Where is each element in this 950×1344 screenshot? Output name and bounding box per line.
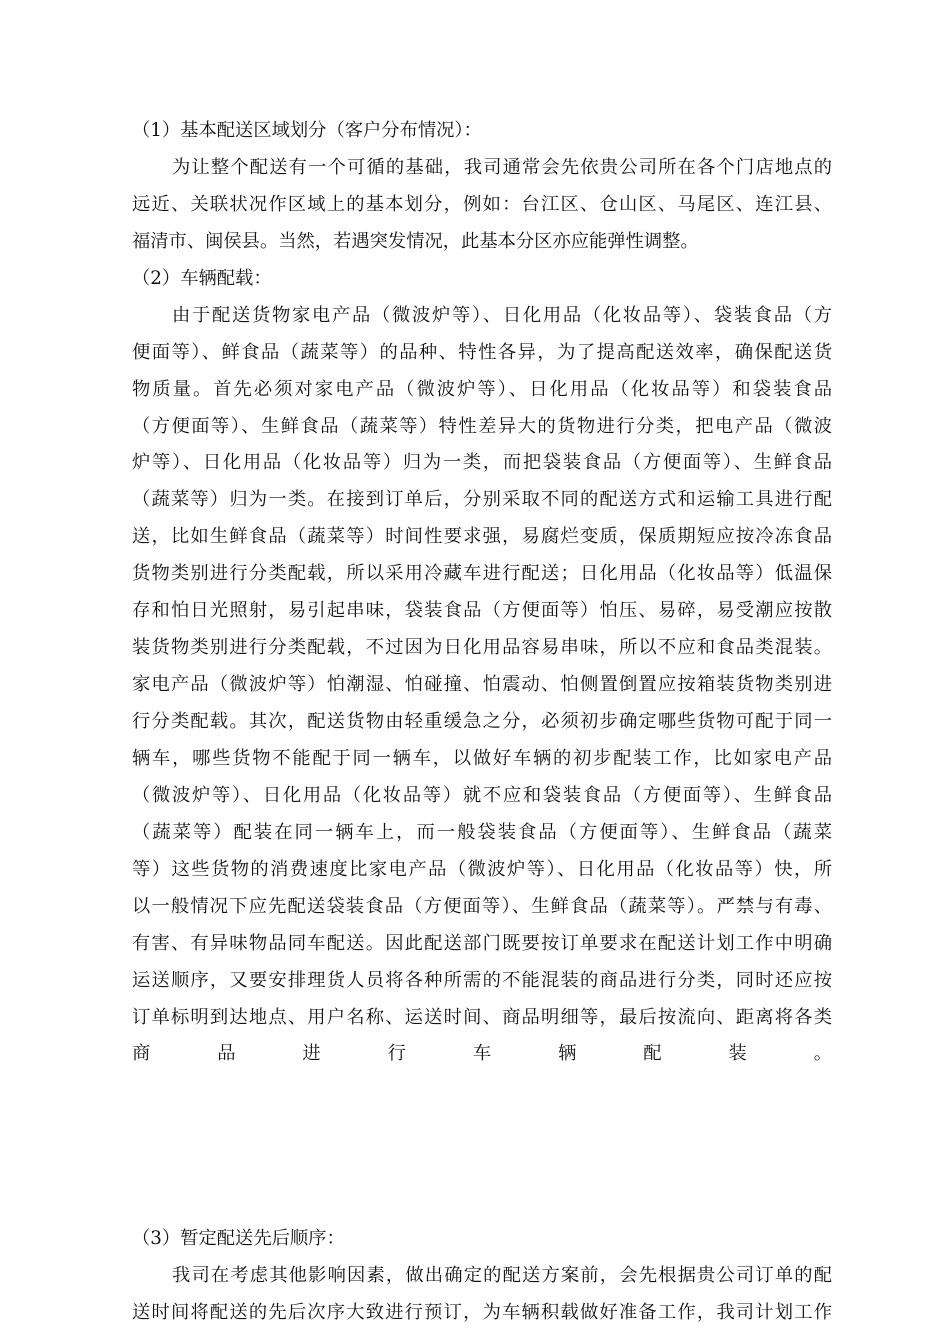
body-line: 送时间将配送的先后次序大致进行预订，为车辆积载做好准备工作，我司计划工作 xyxy=(132,1302,832,1323)
body-line: 我司在考虑其他影响因素，做出确定的配送方案前，会先根据贵公司订单的配 xyxy=(172,1265,832,1287)
body-line: 运送顺序，又要安排理货人员将各种所需的不能混装的商品进行分类，同时还应按 xyxy=(132,969,832,991)
body-line: 远近、关联状况作区域上的基本划分，例如：台江区、仓山区、马尾区、连江县、 xyxy=(132,193,832,215)
body-line xyxy=(132,1110,832,1147)
body-line: 由于配送货物家电产品（微波炉等）、日化用品（化妆品等）、袋装食品（方 xyxy=(172,304,832,326)
section-heading-2: （2）车辆配载： xyxy=(132,267,272,289)
body-line: 装货物类别进行分类配载，不过因为日化用品容易串味，所以不应和食品类混装。 xyxy=(132,637,832,659)
body-line xyxy=(132,1073,832,1110)
body-line: （蔬菜等）归为一类。在接到订单后，分别采取不同的配送方式和运输工具进行配 xyxy=(132,489,832,511)
section-heading-1: （1）基本配送区域划分（客户分布情况）： xyxy=(132,120,482,141)
body-line: 为让整个配送有一个可循的基础，我司通常会先依贵公司所在各个门店地点的 xyxy=(172,156,832,178)
body-line: 货物类别进行分类配载，所以采用冷藏车进行配送；日化用品（化妆品等）低温保 xyxy=(132,563,832,585)
body-line: 炉等）、日化用品（化妆品等）归为一类，而把袋装食品（方便面等）、生鲜食品 xyxy=(132,452,832,474)
body-line: 等）这些货物的消费速度比家电产品（微波炉等）、日化用品（化妆品等）快，所 xyxy=(132,858,832,880)
body-line: 有害、有异味物品同车配送。因此配送部门既要按订单要求在配送计划工作中明确 xyxy=(132,932,832,954)
body-line: （微波炉等）、日化用品（化妆品等）就不应和袋装食品（方便面等）、生鲜食品 xyxy=(132,784,832,806)
body-line: 辆车，哪些货物不能配于同一辆车，以做好车辆的初步配装工作，比如家电产品 xyxy=(132,747,832,769)
body-line: 物质量。首先必须对家电产品（微波炉等）、日化用品（化妆品等）和袋装食品 xyxy=(132,378,832,400)
body-line: （方便面等）、生鲜食品（蔬菜等）特性差异大的货物进行分类，把电产品（微波 xyxy=(132,415,832,437)
body-line: 福清市、闽侯县。当然，若遇突发情况，此基本分区亦应能弹性调整。 xyxy=(132,230,699,252)
body-line: （蔬菜等）配装在同一辆车上，而一般袋装食品（方便面等）、生鲜食品（蔬菜 xyxy=(132,821,832,843)
body-line: 送，比如生鲜食品（蔬菜等）时间性要求强，易腐烂变质，保质期短应按冷冻食品 xyxy=(132,526,832,548)
body-line: 存和怕日光照射，易引起串味，袋装食品（方便面等）怕压、易碎，易受潮应按散 xyxy=(132,600,832,622)
body-line: 订单标明到达地点、用户名称、运送时间、商品明细等，最后按流向、距离将各类 xyxy=(132,1006,832,1028)
body-line: 商品进行车辆配装。 xyxy=(132,1043,832,1065)
body-line: 以一般情况下应先配送袋装食品（方便面等）、生鲜食品（蔬菜等）。严禁与有毒、 xyxy=(132,895,832,917)
body-line: 便面等）、鲜食品（蔬菜等）的品种、特性各异，为了提高配送效率，确保配送货 xyxy=(132,341,832,363)
document-body xyxy=(132,113,832,1332)
body-line xyxy=(132,1147,832,1184)
section-heading-3: （3）暂定配送先后顺序： xyxy=(132,1228,345,1250)
body-line: 家电产品（微波炉等）怕潮湿、怕碰撞、怕震动、怕侧置倒置应按箱装货物类别进 xyxy=(132,674,832,696)
body-line xyxy=(132,1184,832,1221)
body-line: 行分类配载。其次，配送货物由轻重缓急之分，必须初步确定哪些货物可配于同一 xyxy=(132,711,832,732)
